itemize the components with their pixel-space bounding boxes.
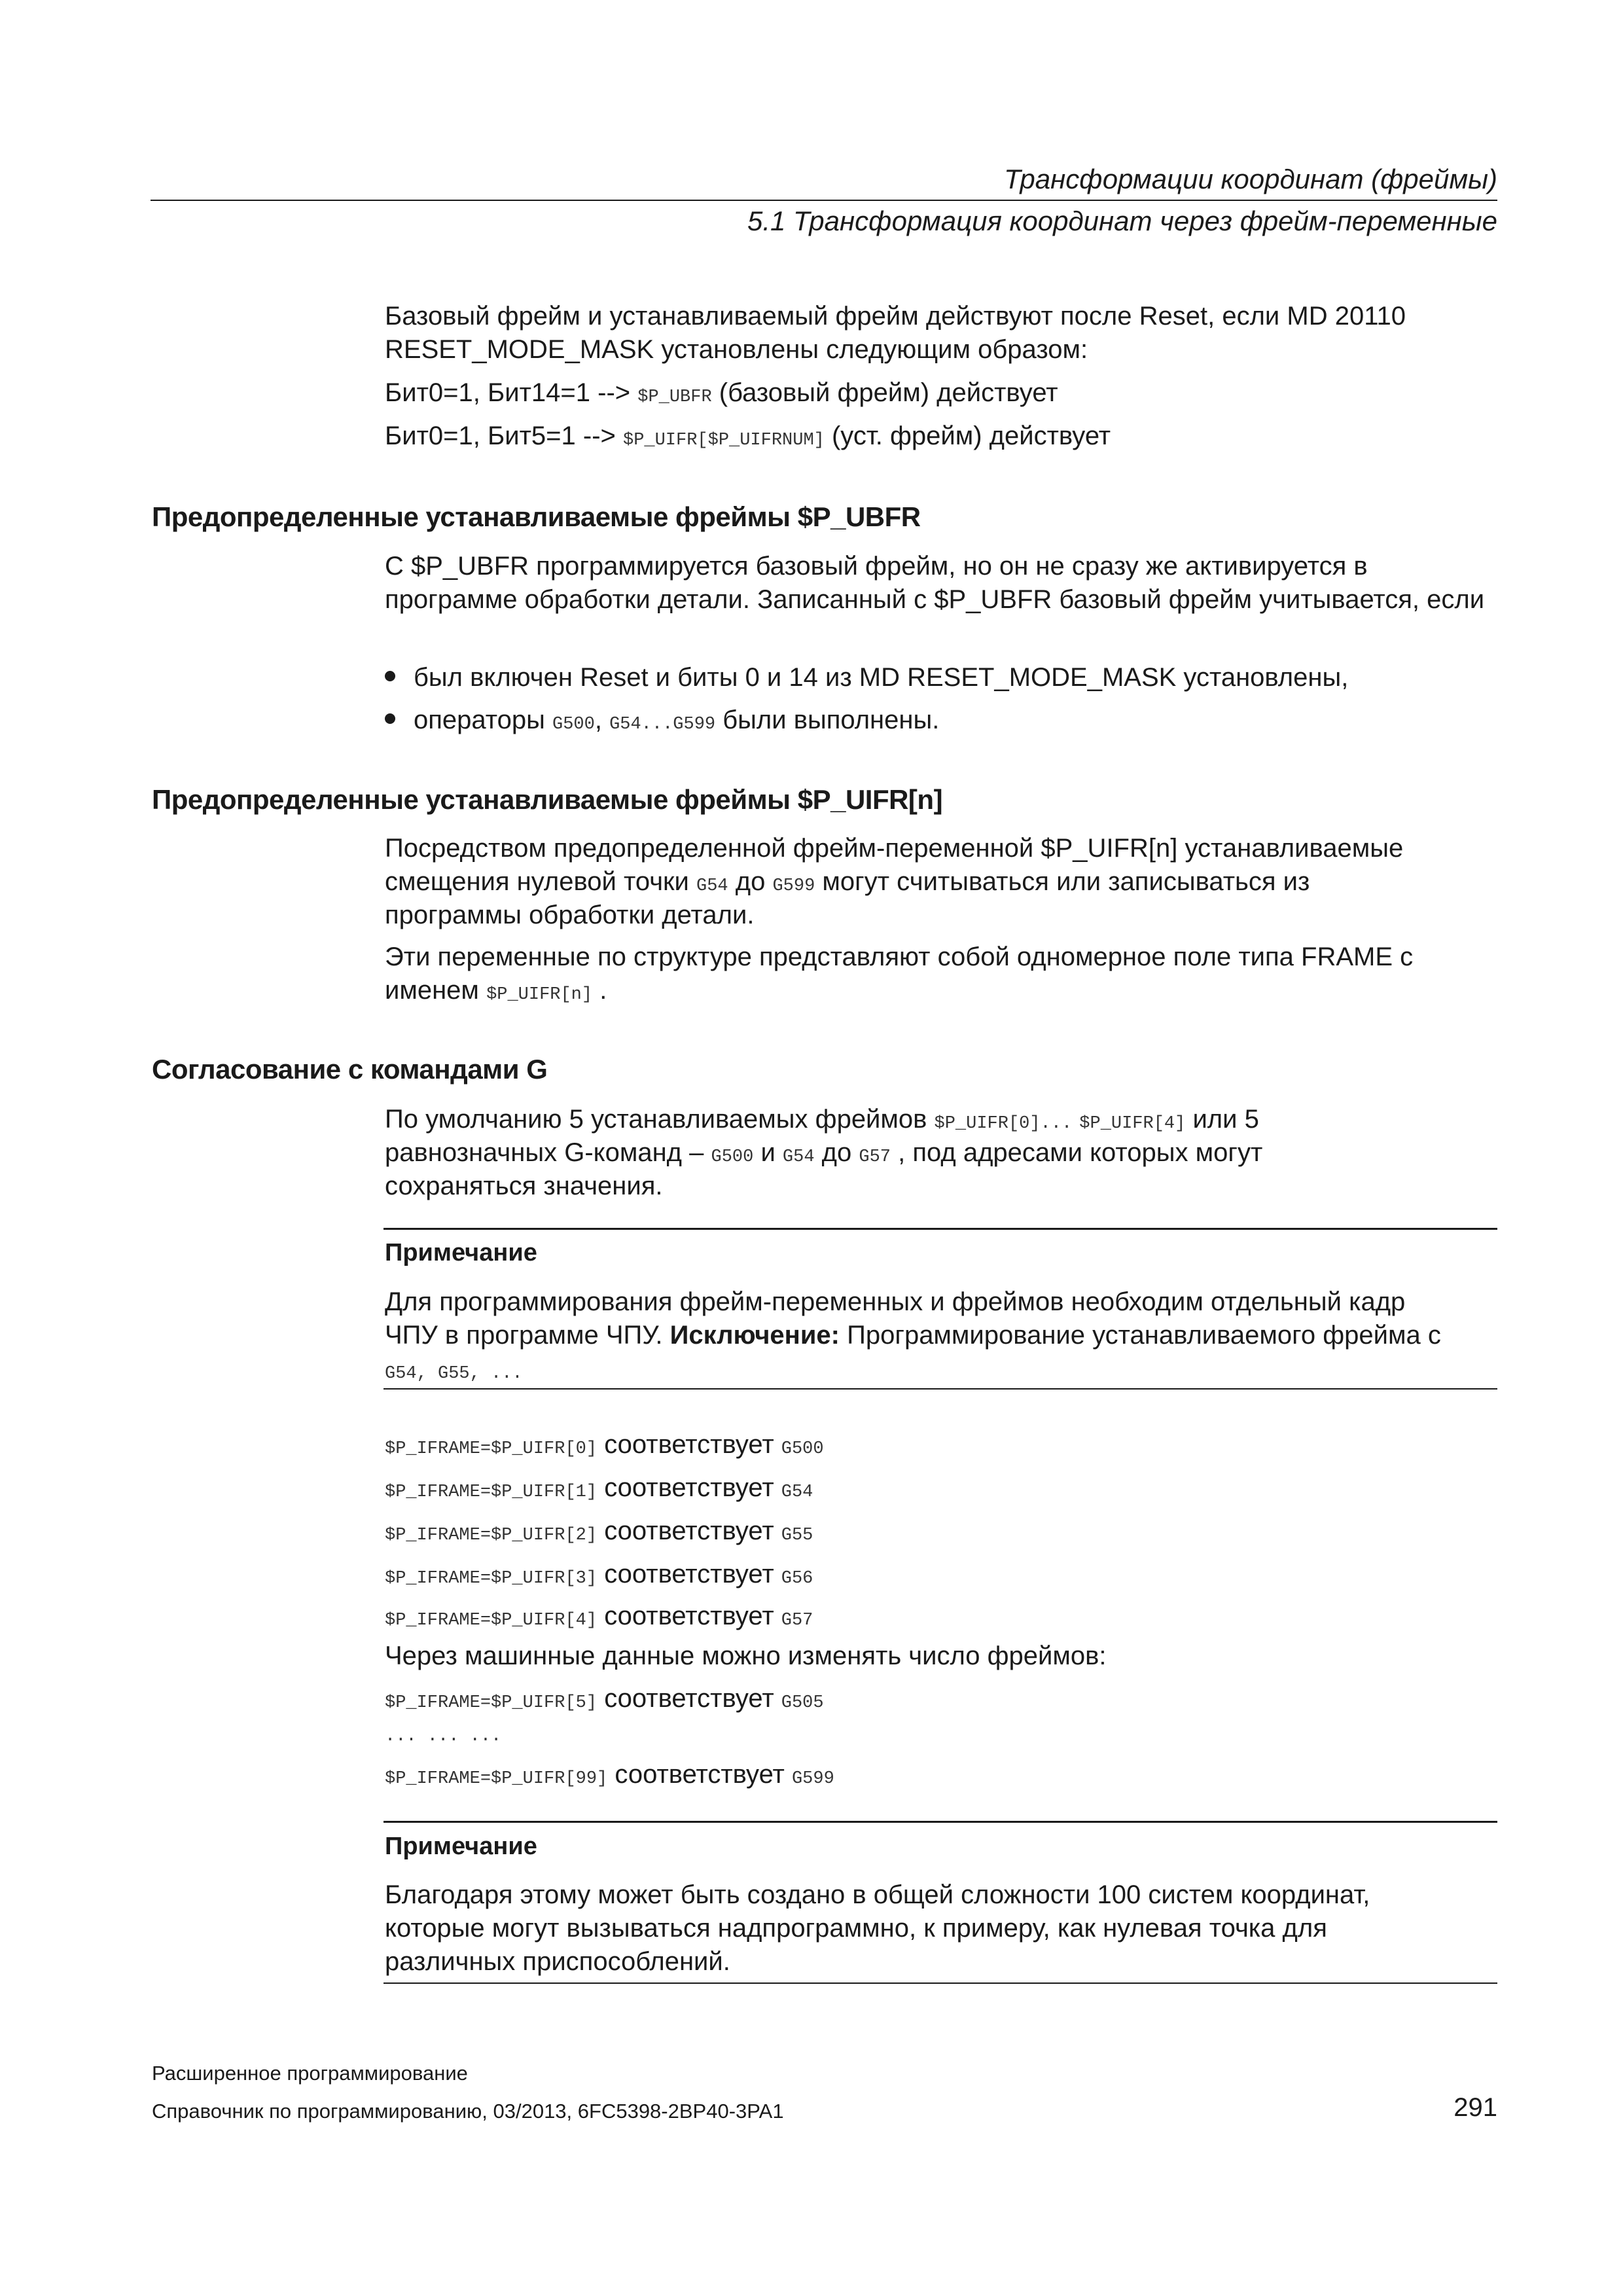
note1-line-2: ЧПУ в программе ЧПУ. Исключение: Программирование устанавливаемого фрейма с xyxy=(385,1321,1441,1350)
mapping-row xyxy=(385,1600,813,1638)
note2-line-3: различных приспособлений. xyxy=(385,1947,730,1976)
mapping-row xyxy=(385,1471,813,1509)
intro-line-1: Бит0=1, Бит14=1 --> $P_UBFR (базовый фрейм) действует xyxy=(385,378,1058,407)
ubfr-paragraph: С $P_UBFR программируется базовый фрейм, но он не сразу же активируется в программе обработки детали. Записанный с $P_UBFR базовый фрейм учитывается, если xyxy=(385,552,1485,614)
mapping-row-99: $P_IFRAME=$P_UIFR[99] соответствует G599 xyxy=(385,1760,834,1789)
uifr-line-2: смещения нулевой точки G54 до G599 могут считываться или записываться из xyxy=(385,867,1310,896)
uifr-line-1: Посредством предопределенной фрейм-переменной $P_UIFR[n] устанавливаемые xyxy=(385,834,1404,863)
uifr-line-3: программы обработки детали. xyxy=(385,901,755,929)
mapping-word: соответствует xyxy=(604,1516,774,1545)
mapping-g-code: G54 xyxy=(781,1482,813,1502)
footer-reference: Справочник по программированию, 03/2013, 6FC5398-2BP40-3PA1 xyxy=(152,2100,784,2123)
uifr-line-5: именем $P_UIFR[n] . xyxy=(385,976,607,1005)
note2-line-2: которые могут вызываться надпрограммно, к примеру, как нулевая точка для xyxy=(385,1914,1327,1943)
mapping-row xyxy=(385,1558,813,1596)
uifr-line-4: Эти переменные по структуре представляют собой одномерное поле типа FRAME с xyxy=(385,942,1414,971)
mapping-code: $P_IFRAME=$P_UIFR[4] xyxy=(385,1611,597,1630)
mapping-word: соответствует xyxy=(604,1430,774,1459)
mapping-word: соответствует xyxy=(604,1560,774,1588)
mapping-code: $P_IFRAME=$P_UIFR[2] xyxy=(385,1526,597,1545)
mapping-g-code: G500 xyxy=(781,1439,824,1459)
note2-bottom-rule xyxy=(383,1982,1497,1984)
mapping-code: $P_IFRAME=$P_UIFR[1] xyxy=(385,1482,597,1502)
mapping-word: соответствует xyxy=(604,1473,774,1502)
note2-title: Примечание xyxy=(385,1833,537,1860)
mapping-word: соответствует xyxy=(604,1602,774,1630)
mapping-g-code: G57 xyxy=(781,1611,813,1630)
page-number: 291 xyxy=(1454,2093,1497,2122)
mapping-code: $P_IFRAME=$P_UIFR[3] xyxy=(385,1569,597,1588)
note-top-rule xyxy=(383,1228,1497,1230)
note-title: Примечание xyxy=(385,1239,537,1266)
machine-data-text: Через машинные данные можно изменять число фреймов: xyxy=(385,1641,1107,1670)
mapping-row xyxy=(385,1515,813,1552)
mapping-g-code: G56 xyxy=(781,1569,813,1588)
ubfr-bullet-2: операторы G500, G54...G599 были выполнены. xyxy=(385,704,939,742)
header-rule xyxy=(151,200,1497,201)
footer-title: Расширенное программирование xyxy=(152,2062,468,2085)
note2-top-rule xyxy=(383,1821,1497,1823)
running-header-chapter: Трансформации координат (фреймы) xyxy=(1004,164,1497,194)
g-line-1: По умолчанию 5 устанавливаемых фреймов $P_UIFR[0]... $P_UIFR[4] или 5 xyxy=(385,1105,1259,1134)
section-heading-ubfr: Предопределенные устанавливаемые фреймы $P_UBFR xyxy=(152,501,921,532)
note2-line-1: Благодаря этому может быть создано в общей сложности 100 систем координат, xyxy=(385,1880,1370,1909)
note1-code: G54, G55, ... xyxy=(385,1364,523,1384)
g-line-3: сохраняться значения. xyxy=(385,1172,663,1200)
bullet-dot xyxy=(385,713,395,724)
mapping-row-5: $P_IFRAME=$P_UIFR[5] соответствует G505 xyxy=(385,1684,824,1713)
mapping-ellipsis: ... ... ... xyxy=(385,1727,502,1746)
mapping-row xyxy=(385,1428,824,1466)
g-line-2: равнозначных G-команд – G500 и G54 до G57 , под адресами которых могут xyxy=(385,1138,1263,1167)
running-header-section: 5.1 Трансформация координат через фрейм-переменные xyxy=(747,206,1497,236)
mapping-code: $P_IFRAME=$P_UIFR[0] xyxy=(385,1439,597,1459)
mapping-g-code: G55 xyxy=(781,1526,813,1545)
note1-line-1: Для программирования фрейм-переменных и фреймов необходим отдельный кадр xyxy=(385,1287,1406,1316)
intro-line-2: Бит0=1, Бит5=1 --> $P_UIFR[$P_UIFRNUM] (уст. фрейм) действует xyxy=(385,422,1111,450)
section-heading-uifr: Предопределенные устанавливаемые фреймы $P_UIFR[n] xyxy=(152,784,943,815)
bullet-dot xyxy=(385,671,395,681)
note-bottom-rule xyxy=(383,1388,1497,1390)
intro-paragraph: Базовый фрейм и устанавливаемый фрейм действуют после Reset, если MD 20110 RESET_MODE_MASK установлены следующим образом: xyxy=(385,302,1406,364)
section-heading-g-commands: Согласование с командами G xyxy=(152,1054,548,1085)
ubfr-bullet-1: был включен Reset и биты 0 и 14 из MD RESET_MODE_MASK установлены, xyxy=(385,661,1348,694)
